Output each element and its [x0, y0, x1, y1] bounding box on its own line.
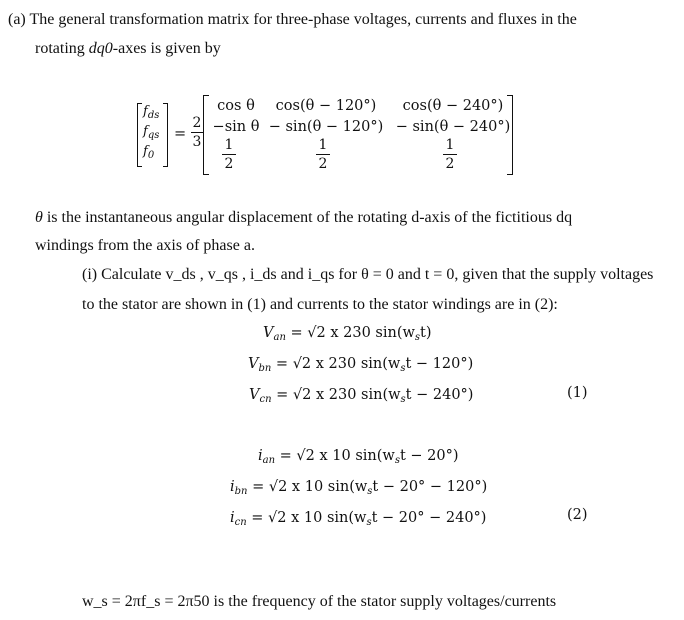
- cell-r2c3: − sin(θ − 240°): [395, 119, 511, 135]
- cell-r2c2: − sin(θ − 120°): [268, 119, 384, 135]
- cell-r1c3: cos(θ − 240°): [402, 98, 504, 114]
- stator-frequency-line: w_s = 2πf_s = 2π50 is the frequency of the stator supply voltages/currents: [82, 593, 557, 610]
- current-equation-an: $i_{an} = √2$ x 10 $\sin(w_st - 20^\circ)$: [258, 448, 459, 466]
- cell-r3c3-half: 1 2: [443, 137, 457, 172]
- current-equation-cn: $i_{cn} = √2$ x 10 $\sin(w_st - 20^\circ - 240^\circ)$: [230, 510, 487, 528]
- lhs-f-ds: $f_{ds}$: [143, 104, 160, 121]
- lhs-f-qs: $f_{qs}$: [143, 124, 160, 141]
- matrix-right-bracket: [507, 95, 513, 175]
- cell-r2c1: −sin θ: [212, 119, 260, 135]
- part-a-line-2-post: -axes is given by: [112, 40, 221, 57]
- cell-r3c2-half: 1 2: [316, 137, 330, 172]
- part-i-line-2: to the stator are shown in (1) and currents to the stator windings are in (2):: [82, 296, 558, 313]
- lhs-f-0: $f_0$: [143, 144, 155, 161]
- dq0-symbol: dq0: [88, 40, 113, 57]
- coefficient-two-thirds: [191, 115, 203, 150]
- current-equation-bn: $i_{bn} = √2$ x 10 $\sin(w_st - 20^\circ - 120^\circ)$: [230, 479, 488, 497]
- theta-description-line-1: [35, 208, 572, 228]
- theta-description-text: is the instantaneous angular displacement of the rotating d-axis of the fictitious dq: [42, 209, 573, 226]
- part-a-line-2-pre: rotating: [35, 40, 89, 57]
- theta-symbol: θ: [35, 209, 43, 226]
- part-a-line-1: (a) The general transformation matrix for three-phase voltages, currents and fluxes in the: [8, 11, 577, 28]
- cell-r1c2: cos(θ − 120°): [275, 98, 377, 114]
- coefficient-numerator: 2: [192, 115, 202, 131]
- voltage-equation-cn: $V_{cn} = √2$ x 230 $\sin(w_st - 240^\circ)$: [249, 387, 474, 405]
- lhs-left-bracket: [137, 103, 142, 167]
- matrix-equals: =: [174, 126, 187, 142]
- voltage-equation-an: $V_{an} = √2$ x 230 $\sin(w_st)$: [263, 325, 432, 343]
- theta-description-line-2: windings from the axis of phase a.: [35, 237, 255, 254]
- coefficient-denominator: 3: [192, 134, 202, 150]
- equation-label-2: (2): [567, 507, 588, 523]
- cell-r3c1-half: 1 2: [222, 137, 236, 172]
- cell-r1c1: cos θ: [217, 98, 255, 114]
- part-a-line-2: [35, 39, 221, 59]
- equation-label-1: (1): [567, 385, 588, 401]
- part-i-line-1: (i) Calculate v_ds , v_qs , i_ds and i_qs for θ = 0 and t = 0, given that the supply voltages: [82, 266, 654, 283]
- lhs-right-bracket: [163, 103, 168, 167]
- voltage-equation-bn: $V_{bn} = √2$ x 230 $\sin(w_st - 120^\circ)$: [248, 356, 474, 374]
